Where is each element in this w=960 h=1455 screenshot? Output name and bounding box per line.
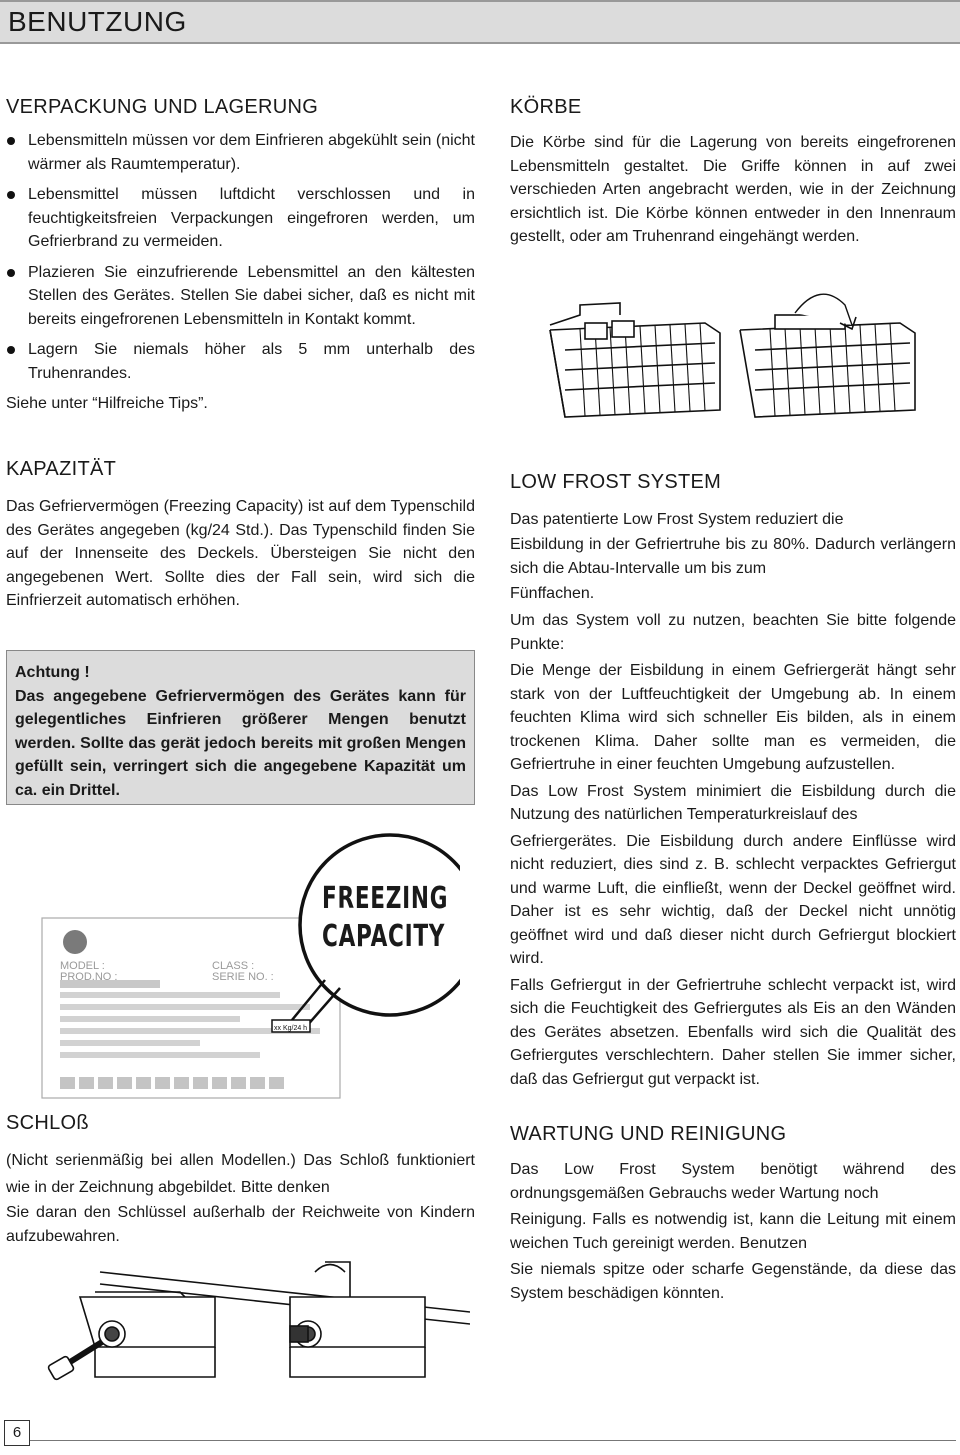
schloss-text-2: Sie daran den Schlüssel außerhalb der Reichweite von Kindern aufzubewahren.: [6, 1204, 475, 1245]
verpackung-heading: VERPACKUNG UND LAGERUNG: [6, 96, 319, 118]
wartung-heading: WARTUNG UND REINIGUNG: [510, 1123, 787, 1145]
footer-divider: [30, 1440, 956, 1441]
typeplate-kg: xx Kg/24 h: [274, 1025, 308, 1032]
section-kapazitaet: [6, 458, 475, 613]
wartung-text-3: Sie niemals spitze oder scharfe Gegenstände, da diese das System beschädigen könnten.: [510, 1261, 956, 1302]
schloss-heading: SCHLOß: [6, 1112, 89, 1134]
kapazitaet-text: Das Gefriervermögen (Freezing Capacity) ist auf dem Typenschild des Gerätes angegeben (kg/24 Std.). Das Typenschild finden Sie auf der Innenseite des Deckels. Übersteigen Sie nicht den angegebenen Wert. Sollte dies der Fall sein, wird sich die Einfrierzeit automatisch erhöhen.: [6, 498, 475, 609]
bullet-icon: [7, 269, 15, 277]
list-item: Plazieren Sie einzufrierende Lebensmittel an den kältesten Stellen des Gerätes. Stellen Sie dabei sicher, daß es nicht mit bereits eingefrorenen Lebensmitteln in Kontakt kommt.: [6, 261, 475, 332]
koerbe-heading: KÖRBE: [510, 96, 582, 118]
verpackung-footer: Siehe unter “Hilfreiche Tips”.: [6, 395, 208, 412]
achtung-box: [6, 650, 475, 805]
lowfrost-text-5: Die Menge der Eisbildung in einem Gefriergerät hängt sehr stark von der Luftfeuchtigkeit der Umgebung ab. In einem feuchten Klima wird sich schneller Eis bilden, als in einem trockenen Klima. Daher sollte man es vermeiden, die Gefriertruhe in einer feuchten Umgebung aufzustellen.: [510, 662, 956, 773]
lowfrost-text-1: Das patentierte Low Frost System reduziert die: [510, 511, 844, 528]
page-number: 6: [4, 1420, 30, 1446]
bullet-icon: [7, 346, 15, 354]
section-koerbe: [510, 96, 956, 249]
lowfrost-text-2: Eisbildung in der Gefriertruhe bis zu 80%. Dadurch verlängern sich die Abtau-Intervalle um bis zum: [510, 536, 956, 577]
page-title: BENUTZUNG: [8, 6, 187, 37]
lock-drawing: [40, 1252, 470, 1412]
basket-drawing: [540, 285, 935, 425]
lowfrost-text-7: Gefriergerätes. Die Eisbildung durch andere Einflüsse wird nicht reduziert, dies sind z. B. schlecht verpacktes Gefriergut und warme Luft, die einfließt, wenn der Deckel geöffnet wird. Daher ist es sehr wichtig, daß der Deckel nicht unnötig geöffnet wird und daß dieser nicht durch Gefriergut blockiert wird.: [510, 832, 956, 967]
list-item: Lebensmittel müssen luftdicht verschlossen und in feuchtigkeitsfreien Verpackungen eingefroren werden, um Gefrierbrand zu vermeiden.: [6, 183, 475, 254]
bullet-icon: [7, 191, 15, 199]
section-lowfrost: [510, 471, 956, 1091]
lowfrost-text-6: Das Low Frost System minimiert die Eisbildung durch die Nutzung des natürlichen Temperaturkreislauf des: [510, 782, 956, 823]
schloss-text-1: (Nicht serienmäßig bei allen Modellen.) Das Schloß funktioniert wie in der Zeichnung abgebildet. Bitte denken: [6, 1152, 475, 1196]
typeplate-model: MODEL :: [60, 960, 105, 972]
typeplate-class: CLASS :: [212, 960, 255, 972]
typeplate-prod: PROD.NO :: [60, 971, 118, 983]
list-item: Lagern Sie niemals höher als 5 mm unterhalb des Truhenrandes.: [6, 338, 475, 385]
page-header: [0, 0, 960, 44]
achtung-text: Das angegebene Gefriervermögen des Gerätes kann für gelegentliches Einfrieren größerer Mengen benutzt werden. Sollte das gerät jedoch bereits mit großen Mengen gefüllt sein, verringert sich die angegebene Kapazität um ca. ein Drittel.: [15, 687, 466, 799]
section-verpackung: [6, 96, 475, 416]
freezing-capacity-callout: FREEZING CAPACITY: [322, 881, 449, 954]
list-item: Lebensmitteln müssen vor dem Einfrieren abgekühlt sein (nicht wärmer als Raumtemperatur).: [6, 129, 475, 176]
section-wartung: [510, 1123, 956, 1305]
verpackung-list: [6, 129, 475, 385]
lowfrost-text-8: Falls Gefriergut in der Gefriertruhe schlecht verpackt ist, wird sich die Feuchtigkeit des Gefriergutes als Eis an den Wänden des Gerätes absetzen. Ebenfalls wird sich die Qualität des Gefriergutes verschlechtern. Daher stellen Sie immer sicher, daß das Gefriergut gut verpackt ist.: [510, 976, 956, 1088]
lowfrost-text-4: Um das System voll zu nutzen, beachten Sie bitte folgende Punkte:: [510, 612, 956, 653]
lowfrost-text-3: Fünffachen.: [510, 585, 595, 602]
typeplate-serie: SERIE NO. :: [212, 971, 274, 983]
kapazitaet-heading: KAPAZITÄT: [6, 458, 117, 480]
koerbe-text: Die Körbe sind für die Lagerung von bereits eingefrorenen Lebensmitteln gestaltet. Die Griffe können in auf zwei verschieden Arten angebracht werden, wie in der Zeichnung ersichtlich ist. Die Körbe können entweder in den Innenraum gestellt, oder am Truhenrand eingehängt werden.: [510, 134, 956, 245]
lowfrost-heading: LOW FROST SYSTEM: [510, 471, 722, 493]
achtung-title: Achtung !: [15, 664, 90, 681]
bullet-icon: [7, 137, 15, 145]
wartung-text-1: Das Low Frost System benötigt während des ordnungsgemäßen Gebrauchs weder Wartung noch: [510, 1161, 956, 1202]
wartung-text-2: Reinigung. Falls es notwendig ist, kann die Leitung mit einem weichen Tuch gereinigt werden. Benutzen: [510, 1211, 956, 1252]
section-schloss: [6, 1112, 475, 1248]
